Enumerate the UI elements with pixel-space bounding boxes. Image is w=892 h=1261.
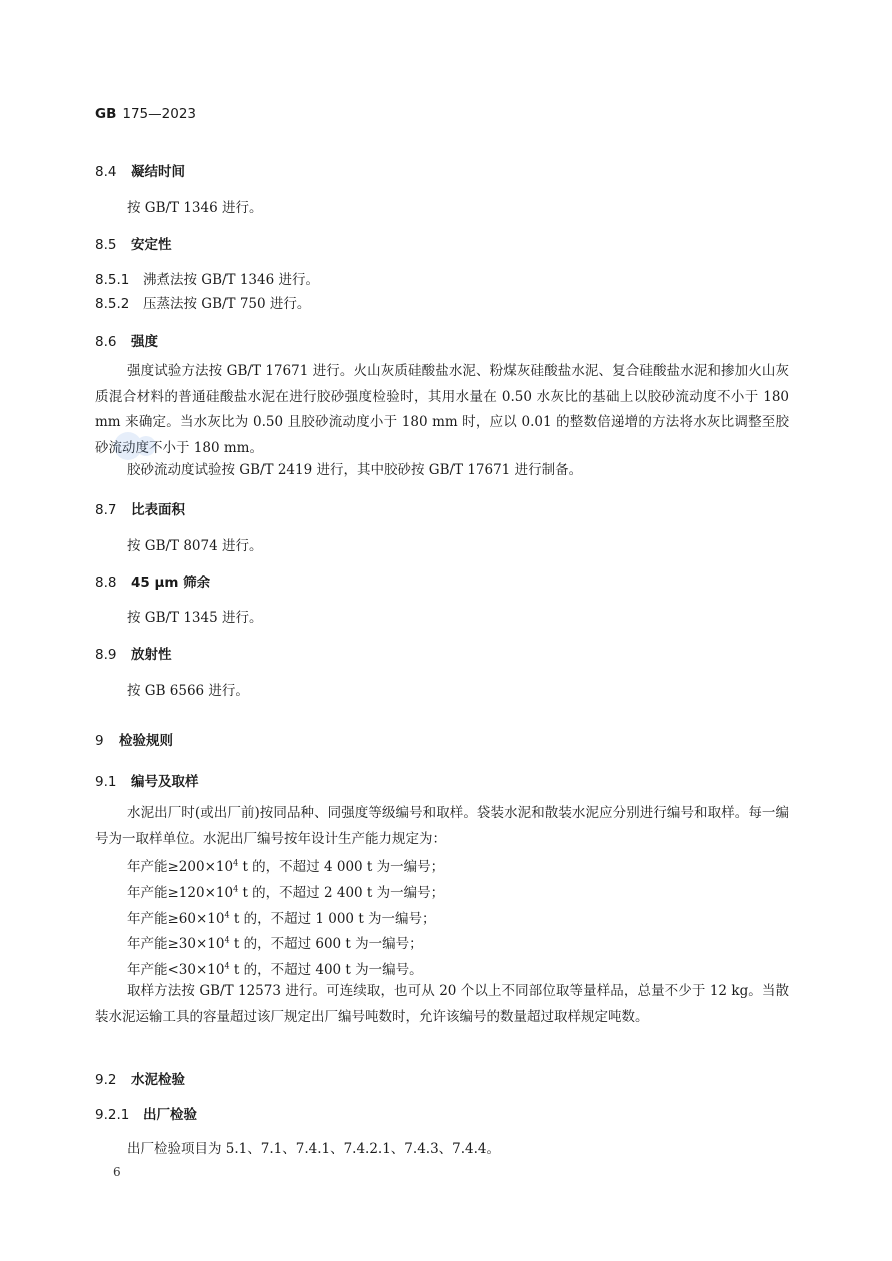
section-title: 编号及取样	[131, 774, 199, 790]
section-title: 比表面积	[131, 502, 185, 518]
section-title: 检验规则	[119, 733, 173, 749]
section-8-6-paragraph-1: 强度试验方法按 GB/T 17671 进行。火山灰质硅酸盐水泥、粉煤灰硅酸盐水泥、复合硅酸盐水泥和掺加火山灰质混合材料的普通硅酸盐水泥在进行胶砂强度检验时，其用水量在 0.50 水灰比的基础上以胶砂流动度不小于 180 mm 来确定。当水灰比为 0.50 且胶砂流动度小于 180 mm 时，应以 0.01 的整数倍递增的方法将水灰比调整至胶砂流动度不小于 180 mm。	[95, 363, 789, 456]
subsection-number: 8.5.2	[95, 296, 130, 312]
standard-code: GB	[95, 106, 117, 122]
subsection-text: 压蒸法按 GB/T 750 进行。	[143, 296, 311, 312]
section-title: 凝结时间	[131, 164, 185, 180]
section-9-1-paragraph-1: 水泥出厂时(或出厂前)按同品种、同强度等级编号和取样。袋装水泥和散装水泥应分别进行编号和取样。每一编号为一取样单位。水泥出厂编号按年设计生产能力规定为：	[95, 805, 789, 847]
section-number: 8.4	[95, 164, 117, 180]
section-title: 45 μm 筛余	[131, 575, 211, 591]
section-9-2-1-heading	[95, 1103, 197, 1123]
rule-line: 年产能$\ge 120\times 10^4$ t 的，不超过 2 400 t 为一编号；	[127, 884, 445, 901]
rule-line: 年产能$\ge 200\times 10^4$ t 的，不超过 4 000 t 为一编号；	[127, 858, 445, 875]
section-title: 出厂检验	[143, 1107, 197, 1123]
section-9-2-1-text: 出厂检验项目为 5.1、7.1、7.4.1、7.4.2.1、7.4.3、7.4.4。	[127, 1141, 501, 1157]
section-8-4-text: 按 GB/T 1346 进行。	[127, 200, 263, 216]
section-number: 9.1	[95, 774, 117, 790]
subsection-8-5-2	[95, 292, 310, 312]
section-number: 9.2	[95, 1072, 117, 1088]
section-title: 水泥检验	[131, 1072, 185, 1088]
subsection-8-5-1	[95, 268, 319, 288]
section-number: 9	[95, 733, 104, 749]
section-number: 8.9	[95, 647, 117, 663]
subsection-text: 沸煮法按 GB/T 1346 进行。	[143, 272, 319, 288]
section-number: 8.6	[95, 334, 117, 350]
section-9-1-paragraph-2: 取样方法按 GB/T 12573 进行。可连续取，也可从 20 个以上不同部位取等量样品，总量不少于 12 kg。当散装水泥运输工具的容量超过该厂规定出厂编号吨数时，允许该编号的数量超过取样规定吨数。	[95, 983, 789, 1025]
section-8-8-heading	[95, 571, 210, 591]
rule-line: 年产能$<30\times 10^4$ t 的，不超过 400 t 为一编号。	[127, 961, 423, 978]
subsection-number: 8.5.1	[95, 272, 130, 288]
section-title: 安定性	[131, 237, 172, 253]
section-8-5-heading	[95, 233, 172, 253]
standard-header	[95, 106, 196, 122]
section-9-1-heading	[95, 770, 199, 790]
watermark-icon	[108, 426, 168, 466]
section-title: 放射性	[131, 647, 172, 663]
section-8-7-heading	[95, 498, 185, 518]
page-number: 6	[113, 1165, 121, 1179]
standard-number: 175—2023	[122, 106, 196, 122]
section-8-7-text: 按 GB/T 8074 进行。	[127, 538, 263, 554]
section-8-9-heading	[95, 643, 172, 663]
section-8-9-text: 按 GB 6566 进行。	[127, 683, 249, 699]
section-title: 强度	[131, 334, 158, 350]
section-number: 8.7	[95, 502, 117, 518]
section-8-6-heading	[95, 330, 158, 350]
section-number: 9.2.1	[95, 1107, 130, 1123]
section-8-4-heading	[95, 160, 185, 180]
rule-line: 年产能$\ge 60\times 10^4$ t 的，不超过 1 000 t 为一编号；	[127, 910, 436, 927]
section-8-8-text: 按 GB/T 1345 进行。	[127, 610, 263, 626]
rule-line: 年产能$\ge 30\times 10^4$ t 的，不超过 600 t 为一编号；	[127, 935, 423, 952]
section-9-2-heading	[95, 1068, 185, 1088]
section-8-6-paragraph-2: 胶砂流动度试验按 GB/T 2419 进行，其中胶砂按 GB/T 17671 进行制备。	[127, 462, 583, 478]
section-9-heading	[95, 729, 173, 749]
section-number: 8.8	[95, 575, 117, 591]
section-number: 8.5	[95, 237, 117, 253]
